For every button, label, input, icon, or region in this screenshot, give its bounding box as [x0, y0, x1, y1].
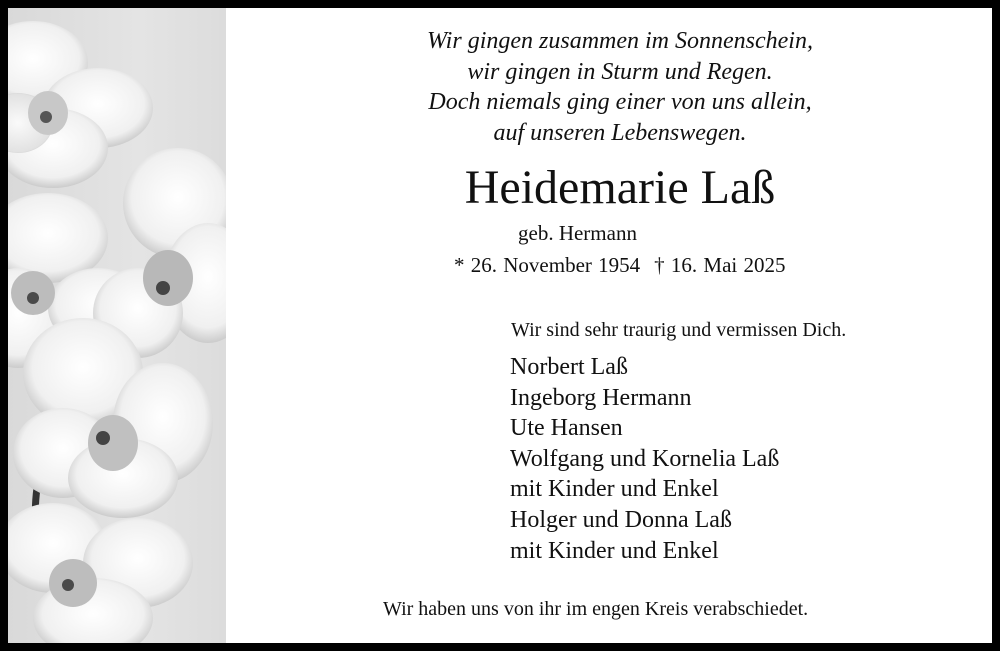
mourner: Norbert Laß [510, 354, 628, 380]
orchid-illustration [8, 8, 226, 643]
birth-date: * 26. November 1954 [454, 253, 641, 277]
poem-line: Doch niemals ging einer von uns allein, [428, 89, 812, 115]
maiden-name: geb. Hermann [518, 221, 637, 245]
poem-line: auf unseren Lebenswegen. [493, 119, 747, 146]
poem-line: wir gingen in Sturm und Regen. [467, 58, 773, 85]
orchid-image [8, 8, 226, 643]
death-date: † 16. Mai 2025 [654, 253, 786, 277]
obituary-card [8, 8, 992, 643]
poem-line: Wir gingen zusammen im Sonnenschein, [427, 28, 813, 54]
poem [330, 26, 910, 148]
mourner: Wolfgang und Kornelia Laß [510, 445, 780, 472]
mourner: Holger und Donna Laß [510, 506, 732, 533]
condolence-message: Wir sind sehr traurig und vermissen Dich. [511, 319, 847, 341]
mourner: Ute Hansen [510, 415, 623, 442]
mourner: mit Kinder und Enkel [510, 476, 719, 503]
mourners-list [510, 352, 980, 566]
mourner: Ingeborg Hermann [510, 384, 692, 411]
life-dates [454, 252, 954, 278]
mourner: mit Kinder und Enkel [510, 537, 719, 564]
deceased-name: Heidemarie Laß [464, 161, 776, 214]
closing-note: Wir haben uns von ihr im engen Kreis verabschiedet. [383, 598, 809, 620]
